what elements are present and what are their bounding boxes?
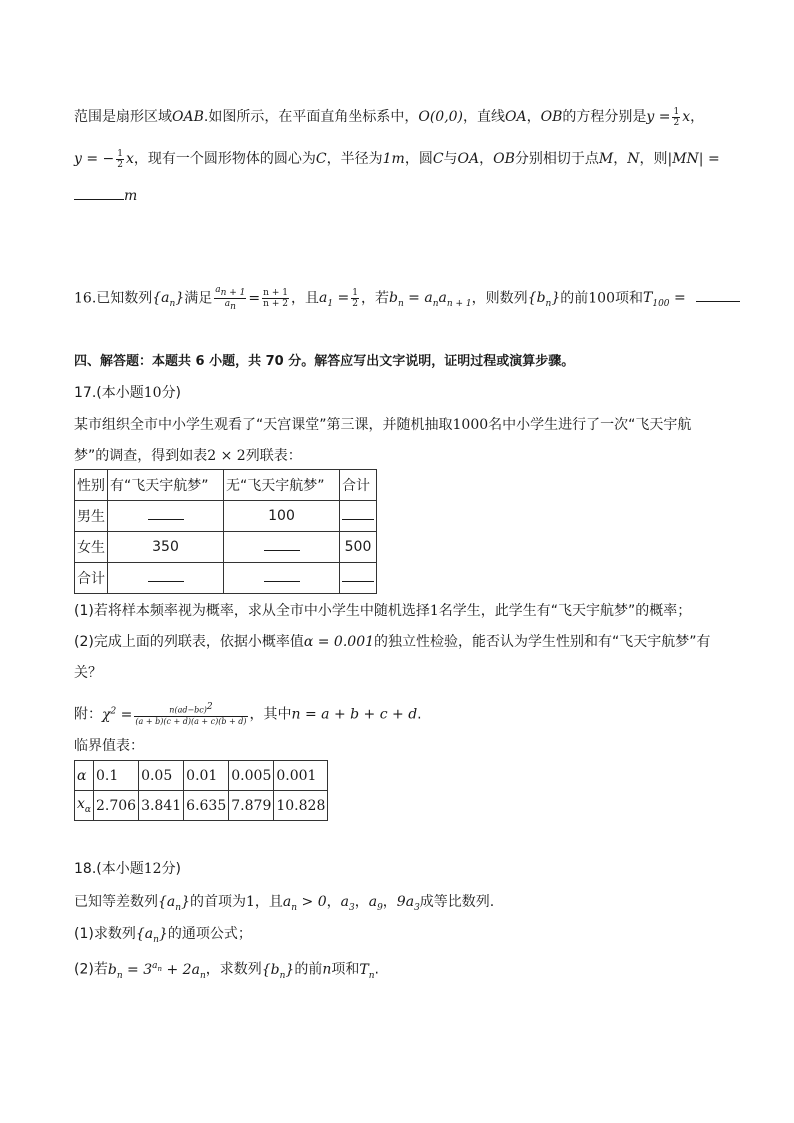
text: 的方程分别是 (562, 109, 647, 125)
q15-line-1 (74, 106, 704, 128)
q16-line (74, 285, 740, 315)
table-cell: 合计 (75, 563, 108, 594)
math-n: n (322, 961, 332, 978)
text: 列联表： (245, 448, 302, 464)
text: (2)完成上面的列联表，依据小概率值 (74, 634, 304, 650)
text: ， (354, 894, 369, 910)
table-row (75, 501, 377, 532)
text: ， (326, 894, 341, 910)
q17-header (74, 382, 181, 404)
text: 18.(本小题 (74, 861, 144, 877)
table-cell: 0.05 (139, 761, 184, 791)
dimension: 2 × 2 (207, 448, 246, 464)
text: ，则数列 (471, 290, 528, 307)
fraction-half: $\frac{1}{2}$ (117, 148, 124, 170)
table-header: 有“飞天宇航梦” (108, 470, 224, 501)
q17-sub-2-cont: 关？ (74, 665, 102, 681)
table-header-row (75, 470, 377, 501)
text: 成等比数列. (419, 894, 495, 910)
table-cell: 6.635 (184, 791, 229, 821)
q17-note (74, 700, 422, 727)
text: ，则 (639, 151, 668, 167)
table-cell: 女生 (75, 532, 108, 563)
table-cell-blank[interactable] (340, 501, 377, 532)
number: 1000 (452, 417, 489, 433)
text: . (417, 706, 422, 723)
text: 名学生，此学生有“飞天宇航梦”的概率； (438, 603, 692, 619)
text: ， (690, 109, 705, 125)
math-a3: $a_3$ (340, 894, 355, 913)
fraction-half: $\frac{1}{2}$ (352, 287, 358, 309)
text: 与 (443, 151, 458, 167)
table-cell: 500 (340, 532, 377, 563)
text: ，求数列 (205, 961, 262, 978)
fraction-n: $\frac{n + 1}{n + 2}$ (263, 287, 288, 309)
text: (1)求数列 (74, 926, 136, 942)
math-oab: OAB (172, 109, 204, 125)
text: .如图所示，在平面直角坐标系中， (203, 109, 419, 125)
math-c: C (315, 151, 327, 167)
q17-sub-1 (74, 600, 691, 622)
table-cell-blank[interactable] (224, 563, 340, 594)
text: 的首项为 (189, 894, 246, 910)
table-cell: 0.01 (184, 761, 229, 791)
math-9a3: $9a_3$ (396, 894, 420, 913)
answer-blank[interactable] (696, 287, 740, 302)
math-unit: m (124, 188, 138, 204)
text: 某市组织全市中小学生观看了“天宫课堂”第三课，并随机抽取 (74, 417, 453, 433)
math-origin: O(0,0) (418, 109, 464, 125)
table-cell-blank[interactable] (224, 532, 340, 563)
text: 附： (74, 706, 102, 723)
math-x: x (682, 109, 691, 125)
text: 的前 (294, 961, 323, 978)
math-oa: OA (457, 151, 480, 167)
math-seq-b: $\{b_n\}$ (261, 961, 295, 981)
math-condition: $a_n > 0$ (282, 894, 327, 913)
text: 17.(本小题 (74, 385, 144, 401)
text: ，半径为 (326, 151, 383, 167)
text: (1)若将样本频率视为概率，求从全市中小学生中随机选择 (74, 603, 430, 619)
text: ，且 (290, 290, 319, 307)
text: 项和 (331, 961, 360, 978)
text: ，现有一个圆形物体的圆心为 (133, 151, 316, 167)
text: (2)若 (74, 961, 108, 978)
text: 已知等差数列 (74, 894, 158, 910)
table-header: 无“飞天宇航梦” (224, 470, 340, 501)
math-t100: $T_{100}$ = (643, 290, 686, 310)
q18-paragraph (74, 891, 494, 919)
text: 分别相切于点 (514, 151, 599, 167)
math-ob: OB (493, 151, 515, 167)
math-oa: OA (505, 109, 527, 125)
text: 的通项公式； (167, 926, 252, 942)
math-alpha: α = 0.001 (303, 634, 375, 650)
table-cell: 2.706 (93, 791, 138, 821)
critical-value-table (74, 760, 328, 821)
math-chi-square: $\chi^2$ = (102, 706, 133, 723)
number: 1 (245, 894, 255, 910)
q17-paragraph-2 (74, 445, 302, 467)
text: 的独立性检验，能否认为学生性别和有“飞天宇航梦”有 (374, 634, 711, 650)
math-seq-b: $\{b_n\}$ (527, 290, 561, 310)
math-radius: 1m (382, 151, 405, 167)
number: 100 (588, 290, 615, 307)
table-cell: 男生 (75, 501, 108, 532)
score: 12 (143, 861, 162, 877)
text: 分) (161, 385, 182, 401)
math-y: y = − (74, 151, 115, 167)
text: 满足 (184, 290, 213, 307)
text: 分) (161, 861, 182, 877)
q18-sub-1 (74, 923, 252, 951)
text: 的前 (560, 290, 589, 307)
text: ， (479, 151, 494, 167)
text: ，且 (254, 894, 283, 910)
table-cell: $x_\alpha$ (75, 791, 94, 821)
question-number: 16. (74, 290, 97, 307)
math-ob: OB (540, 109, 563, 125)
fraction-ratio: $\frac{a_{n + 1}}{a_n}$ (215, 285, 246, 312)
table-row (75, 761, 328, 791)
q15-line-2 (74, 148, 720, 170)
critical-label: 临界值表： (74, 738, 144, 754)
q17-sub-2 (74, 631, 711, 653)
score: 10 (143, 385, 162, 401)
fraction-chi: $\frac{n(ad-bc)^2}{(a + b)(c + d)(a + c)(b + d)}$ (135, 702, 247, 726)
table-cell-blank[interactable] (340, 563, 377, 594)
equals: = (248, 290, 261, 307)
text: 范围是扇形区域 (74, 109, 172, 125)
math-seq-a: $\{a_n\}$ (135, 926, 168, 945)
math-a9: $a_9$ (368, 894, 383, 913)
table-cell-blank[interactable] (108, 501, 224, 532)
math-seq-a: $\{a_n\}$ (158, 894, 190, 913)
table-row (75, 563, 377, 594)
text: ， (613, 151, 628, 167)
math-n: N (627, 151, 640, 167)
number: 1 (429, 603, 439, 619)
math-n-sum: n = a + b + c + d (291, 706, 418, 723)
math-c: C (432, 151, 444, 167)
math-tn: $T_n$ (359, 961, 375, 981)
table-header: 性别 (75, 470, 108, 501)
text: ，若 (360, 290, 389, 307)
table-cell: α (75, 761, 94, 791)
math-x: x (126, 151, 134, 167)
table-header: 合计 (340, 470, 377, 501)
q18-sub-2 (74, 955, 379, 986)
math-bn-formula: $b_n = 3^{a_n} + 2a_n$ (107, 961, 206, 981)
table-cell-blank[interactable] (108, 563, 224, 594)
math-m: M (598, 151, 614, 167)
text: . (374, 961, 379, 978)
table-row (75, 532, 377, 563)
answer-blank[interactable] (74, 185, 124, 200)
text: 项和 (615, 290, 643, 307)
table-cell: 10.828 (274, 791, 328, 821)
math-bn: $b_n = a_na_{n + 1}$ (388, 290, 472, 310)
contingency-table (74, 469, 377, 594)
text: ， (526, 109, 541, 125)
table-cell: 100 (224, 501, 340, 532)
text: ， (382, 894, 397, 910)
table-row (75, 791, 328, 821)
text: ，其中 (249, 706, 292, 723)
text: 已知数列 (96, 290, 153, 307)
table-cell: 350 (108, 532, 224, 563)
table-cell: 7.879 (229, 791, 274, 821)
section-title: 四、解答题：本题共 6 小题，共 70 分。解答应写出文字说明，证明过程或演算步骤。 (74, 354, 575, 369)
text: 梦”的调查，得到如表 (74, 448, 208, 464)
table-cell: 0.1 (93, 761, 138, 791)
table-cell: 0.001 (274, 761, 328, 791)
math-mn: |MN| = (667, 151, 720, 167)
fraction-half: $\frac{1}{2}$ (673, 106, 680, 128)
text: 名中小学生进行了一次“飞天宇航 (488, 417, 692, 433)
math-y: y = (646, 109, 671, 125)
table-cell: 3.841 (139, 791, 184, 821)
text: ，直线 (463, 109, 506, 125)
math-seq-a: $\{a_n\}$ (152, 290, 185, 310)
q15-line-3 (74, 185, 137, 207)
q17-paragraph-1 (74, 414, 691, 436)
q18-header (74, 858, 181, 880)
math-a1: $a_1$ = (318, 290, 350, 310)
table-cell: 0.005 (229, 761, 274, 791)
text: ，圆 (404, 151, 433, 167)
